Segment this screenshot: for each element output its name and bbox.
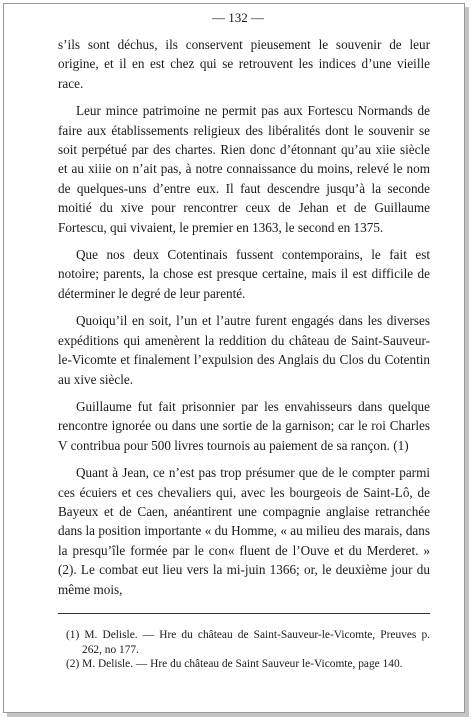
paragraph-1: s’ils sont déchus, ils conservent pieusement le souvenir de leur origine, et il en est chez qui se retrouvent les indices d’une vieille race. [58,37,430,91]
paragraph-6: Quant à Jean, ce n’est pas trop présumer que de le compter parmi ces écuiers et ces chevaliers qui, avec les bourgeois de Saint-Lô, de Bayeux et de Caen, anéantirent une compagnie anglaise retranchée dans la position importante « du Homme, « au milieu des marais, dans la presqu’île formée par le con« fluent de l’Ouve et du Merderet. » (2). Le combat eut lieu vers la mi-juin 1366; or, le deuxième jour du même mois, [58,465,430,597]
body-text [58,35,430,607]
paragraph-2: Leur mince patrimoine ne permit pas aux Fortescu Normands de faire aux établissements religieux des libéralités dont le souvenir se soit perpétué par des chartes. Rien donc d’étonnant qu’au xiie siècle et au xiiie on n’ait pas, à notre connaissance du moins, relevé le nom de quelques-uns d’entre eux. Il faut descendre jusqu’à la seconde moitié du xive pour rencontrer ceux de Jehan et de Guillaume Fortescu, qui vivaient, le premier en 1363, le second en 1375. [58,103,430,235]
page-number: — 132 — [212,10,264,25]
footnote-2: (2) M. Delisle. — Hre du château de Saint Sauveur le-Vicomte, page 140. [66,658,403,670]
paragraph-5: Guillaume fut fait prisonnier par les envahisseurs dans quelque rencontre ignorée ou dans une sortie de la garnison; car le roi Charles V contribua pour 500 livres tournois au paiement de sa rançon. (1) [58,398,430,453]
footnote-rule [58,613,430,614]
paragraph-4: Quoiqu’il en soit, l’un et l’autre furent engagés dans les diverses expéditions qui amenèrent la reddition du château de Saint-Sauveur-le-Vicomte et finalement l’expulsion des Anglais du Clos du Cotentin au xive siècle. [58,313,430,387]
footnote-1: (1) M. Delisle. — Hre du château de Saint-Sauveur-le-Vicomte, Preuves p. 262, no 177. [66,629,430,656]
footnotes [66,628,430,672]
paragraph-3: Que nos deux Cotentinais fussent contemporains, le fait est notoire; parents, la chose est presque certaine, mais il est difficile de déterminer le degré de leur parenté. [58,247,430,301]
